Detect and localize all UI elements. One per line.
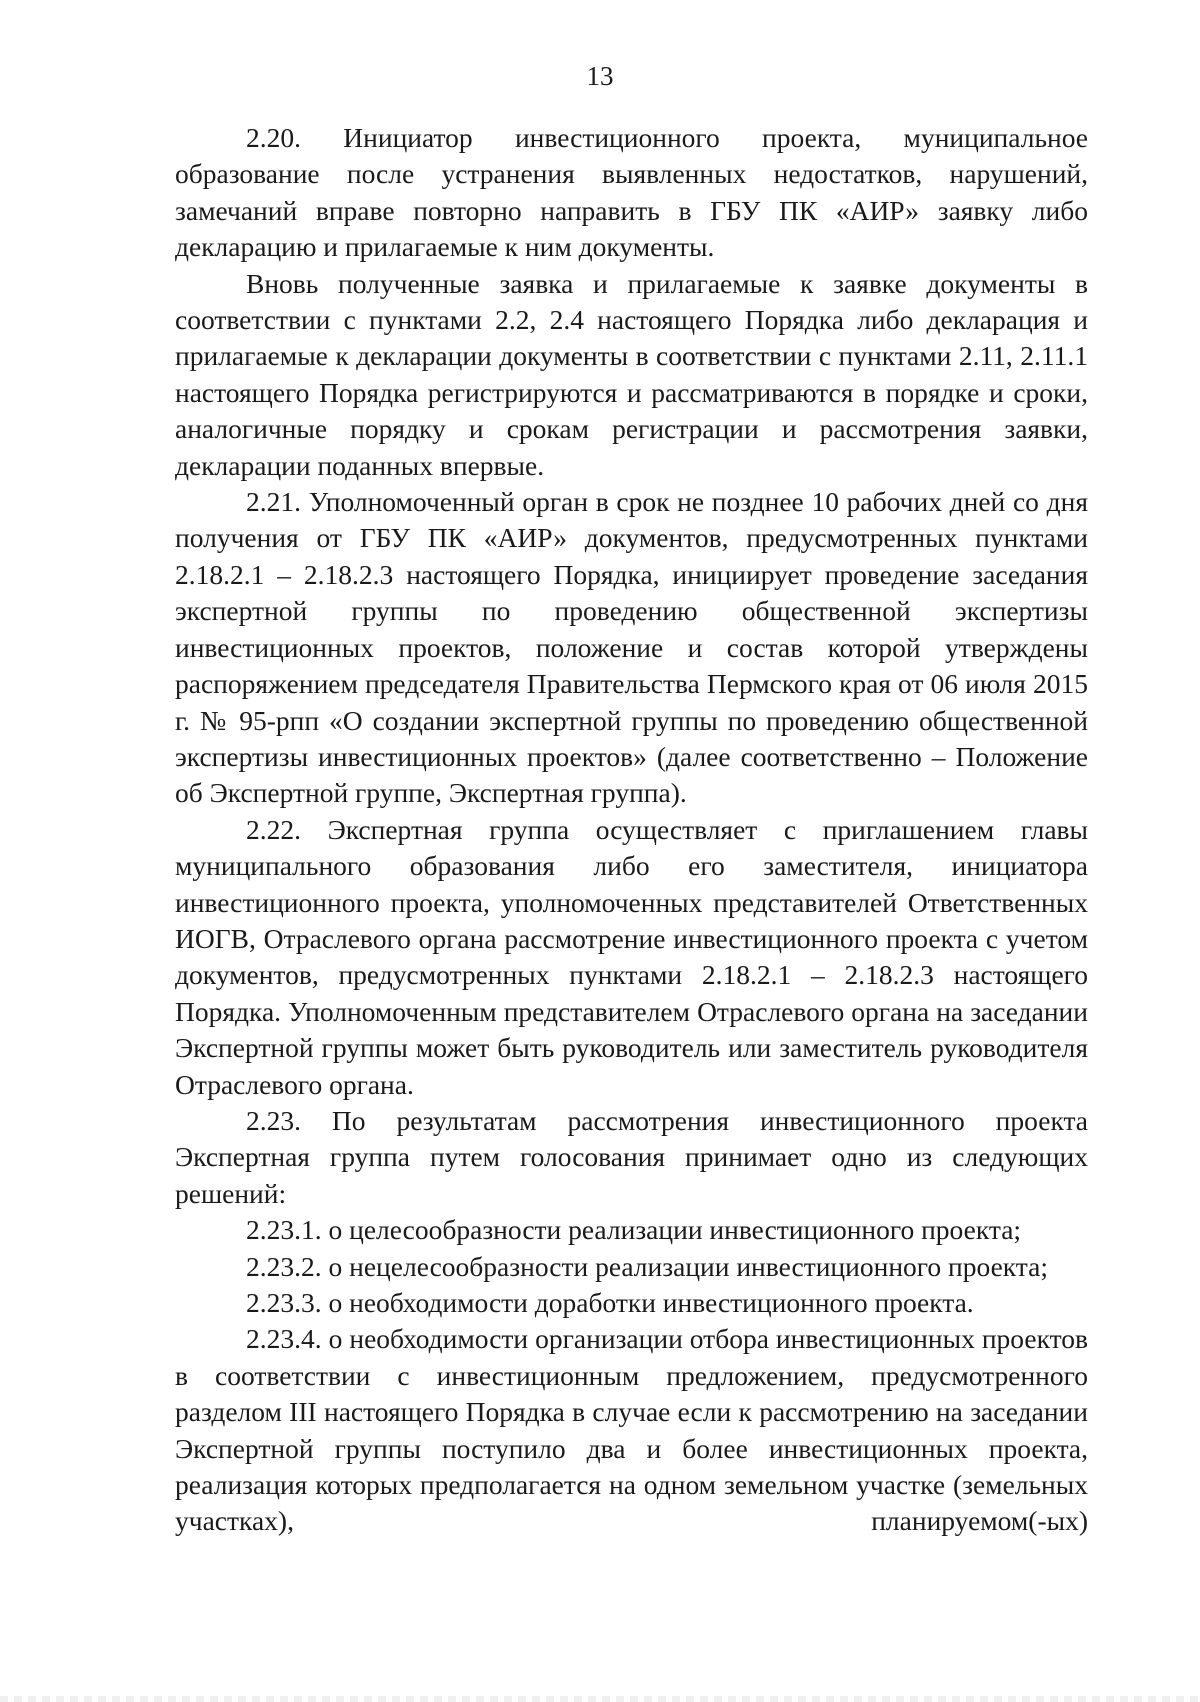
- paragraph-2-22: 2.22. Экспертная группа осуществляет с приглашением главы муниципального образования либо его заместителя, инициатора инвестиционного проекта, уполномоченных представителей Ответственных ИОГВ, Отраслевого органа рассмотрение инвестиционного проекта с учетом документов, предусмотренных пунктами 2.18.2.1 – 2.18.2.3 настоящего Порядка. Уполномоченным представителем Отраслевого органа на заседании Экспертной группы может быть руководитель или заместитель руководителя Отраслевого органа.: [175, 813, 1088, 1100]
- page-number: 13: [586, 61, 614, 91]
- paragraph-2-20: 2.20. Инициатор инвестиционного проекта, муниципальное образование после устранения выявленных недостатков, нарушений, замечаний вправе повторно направить в ГБУ ПК «АИР» заявку либо декларацию и прилагаемые к ним документы.: [175, 122, 1088, 263]
- paragraph-2-21: 2.21. Уполномоченный орган в срок не позднее 10 рабочих дней со дня получения от ГБУ ПК «АИР» документов, предусмотренных пунктами 2.18.2.1 – 2.18.2.3 настоящего Порядка, инициирует проведение заседания экспертной группы по проведению общественной экспертизы инвестиционных проектов, положение и состав которой утверждены распоряжением председателя Правительства Пермского края от 06 июля 2015 г. № 95-рпп «О создании экспертной группы по проведению общественной экспертизы инвестиционных проектов» (далее соответственно – Положение об Экспертной группе, Экспертная группа).: [175, 486, 1088, 809]
- paragraph-2-23-3: 2.23.3. о необходимости доработки инвестиционного проекта.: [246, 1287, 974, 1318]
- paragraph-2-23: 2.23. По результатам рассмотрения инвестиционного проекта Экспертная группа путем голосования принимает одно из следующих решений:: [175, 1104, 1088, 1209]
- scan-edge-artifact: [0, 1696, 1200, 1702]
- paragraph-2-23-2: 2.23.2. о нецелесообразности реализации инвестиционного проекта;: [246, 1250, 1048, 1282]
- paragraph-2-23-1: 2.23.1. о целесообразности реализации инвестиционного проекта;: [246, 1214, 1022, 1246]
- document-body: [175, 120, 1088, 1540]
- paragraph-resubmission: Вновь полученные заявка и прилагаемые к заявке документы в соответствии с пунктами 2.2, 2.4 настоящего Порядка либо декларация и прилагаемые к декларации документы в соответствии с пунктами 2.11, 2.11.1 настоящего Порядка регистрируются и рассматриваются в порядке и сроки, аналогичные порядку и срокам регистрации и рассмотрения заявки, декларации поданных впервые.: [175, 267, 1088, 481]
- paragraph-2-23-4: 2.23.4. о необходимости организации отбора инвестиционных проектов в соответствии с инвестиционным предложением, предусмотренного разделом III настоящего Порядка в случае если к рассмотрению на заседании Экспертной группы поступило два и более инвестиционных проекта, реализация которых предполагается на одном земельном участке (земельных участках), планируемом(-ых): [175, 1323, 1088, 1537]
